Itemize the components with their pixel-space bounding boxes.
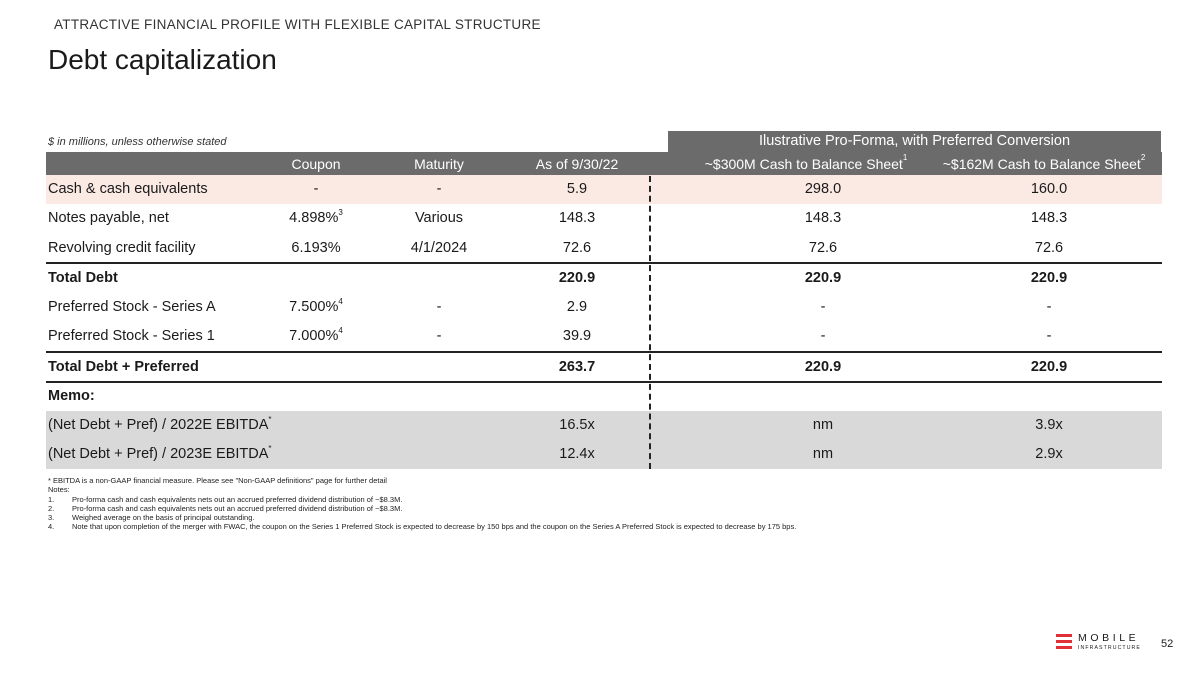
row-label: Preferred Stock - Series A	[48, 299, 216, 315]
cell-pf300: 220.9	[804, 359, 842, 375]
footnote-item: 1. Pro-forma cash and cash equivalents nets out an accrued preferred dividend distribution of ~$8.3M.	[48, 494, 403, 504]
footnote-item: 2. Pro-forma cash and cash equivalents nets out an accrued preferred dividend distribution of ~$8.3M.	[48, 503, 403, 513]
cell-coupon: -	[313, 181, 319, 197]
cell-asof: 12.4x	[559, 446, 595, 462]
table-row	[46, 382, 1162, 411]
cell-pf300: 148.3	[804, 210, 842, 226]
cell-pf300: 72.6	[808, 240, 838, 256]
cell-pf300: 298.0	[804, 181, 842, 197]
col-asof-header: As of 9/30/22	[535, 156, 619, 172]
cell-maturity: -	[436, 328, 442, 344]
cell-pf300: nm	[812, 446, 834, 462]
memo-label: Memo:	[48, 388, 95, 404]
mobile-infrastructure-logo-icon	[1056, 634, 1072, 650]
cell-pf162: -	[1046, 328, 1052, 344]
row-label: Cash & cash equivalents	[48, 181, 208, 197]
cell-pf162: 2.9x	[1035, 446, 1063, 462]
table-row	[46, 353, 1162, 382]
cell-coupon: 6.193%	[291, 240, 341, 256]
section-kicker: ATTRACTIVE FINANCIAL PROFILE WITH FLEXIBLE CAPITAL STRUCTURE	[54, 17, 541, 32]
units-note: $ in millions, unless otherwise stated	[48, 136, 227, 148]
footnote-item: 4. Note that upon completion of the merger with FWAC, the coupon on the Series 1 Preferred Stock is expected to decrease by 150 bps and the coupon on the Series A Preferred Stock is expected to decrease by 175 bps.	[48, 522, 797, 532]
cell-coupon: 7.000%$^4$	[289, 326, 343, 344]
cell-coupon: 4.898%$^3$	[289, 208, 343, 226]
cell-pf300: nm	[812, 417, 834, 433]
cell-maturity: -	[436, 181, 442, 197]
col-coupon-header: Coupon	[291, 156, 341, 172]
row-label: (Net Debt + Pref) / 2022E EBITDA*	[48, 415, 272, 433]
table-row	[46, 264, 1162, 293]
logo-subtext: INFRASTRUCTURE	[1078, 645, 1141, 651]
cell-maturity: -	[436, 299, 442, 315]
row-label: Revolving credit facility	[48, 240, 196, 256]
table-row	[46, 440, 1162, 469]
logo-wordmark: MOBILE	[1078, 632, 1140, 644]
cell-asof: 263.7	[558, 359, 596, 375]
cell-pf162: 220.9	[1030, 270, 1068, 286]
ebitda-footnote: * EBITDA is a non-GAAP financial measure. Please see "Non-GAAP definitions" page for further detail	[48, 476, 387, 485]
cell-coupon: 7.500%$^4$	[289, 297, 343, 315]
cell-asof: 148.3	[558, 210, 596, 226]
cell-asof: 16.5x	[559, 417, 595, 433]
table-row	[46, 204, 1162, 233]
col-pf162-header: ~$162M Cash to Balance Sheet$^2$	[942, 153, 1146, 172]
proforma-divider	[649, 176, 651, 469]
cell-asof: 2.9	[566, 299, 588, 315]
table-header	[46, 152, 1162, 175]
cell-pf162: 72.6	[1034, 240, 1064, 256]
table-row	[46, 175, 1162, 204]
cell-pf162: 148.3	[1030, 210, 1068, 226]
company-logo	[1056, 632, 1148, 654]
cell-pf300: -	[820, 299, 826, 315]
cell-pf300: -	[820, 328, 826, 344]
row-label: Notes payable, net	[48, 210, 169, 226]
cell-asof: 220.9	[558, 270, 596, 286]
cell-asof: 5.9	[566, 181, 588, 197]
cell-pf162: -	[1046, 299, 1052, 315]
table-row	[46, 322, 1162, 351]
table-row	[46, 411, 1162, 440]
cell-pf162: 220.9	[1030, 359, 1068, 375]
col-pf300-header: ~$300M Cash to Balance Sheet$^1$	[704, 153, 908, 172]
page-number: 52	[1161, 638, 1174, 650]
table-row	[46, 234, 1162, 263]
cell-asof: 39.9	[562, 328, 592, 344]
footnote-item: 3. Weighed average on the basis of principal outstanding.	[48, 513, 255, 523]
cell-maturity: 4/1/2024	[410, 240, 468, 256]
col-maturity-header: Maturity	[414, 156, 464, 172]
cell-pf162: 3.9x	[1035, 417, 1063, 433]
notes-label: Notes:	[48, 485, 70, 495]
cell-pf162: 160.0	[1030, 181, 1068, 197]
proforma-heading: Ilustrative Pro-Forma, with Preferred Conversion	[668, 131, 1161, 152]
row-label: Preferred Stock - Series 1	[48, 328, 215, 344]
cell-maturity: Various	[414, 210, 464, 226]
table-row	[46, 293, 1162, 322]
row-label: Total Debt + Preferred	[48, 359, 199, 375]
row-label: (Net Debt + Pref) / 2023E EBITDA*	[48, 444, 272, 462]
footnotes	[48, 476, 796, 532]
row-label: Total Debt	[48, 270, 118, 286]
cell-asof: 72.6	[562, 240, 592, 256]
cell-pf300: 220.9	[804, 270, 842, 286]
page-title: Debt capitalization	[48, 44, 277, 75]
